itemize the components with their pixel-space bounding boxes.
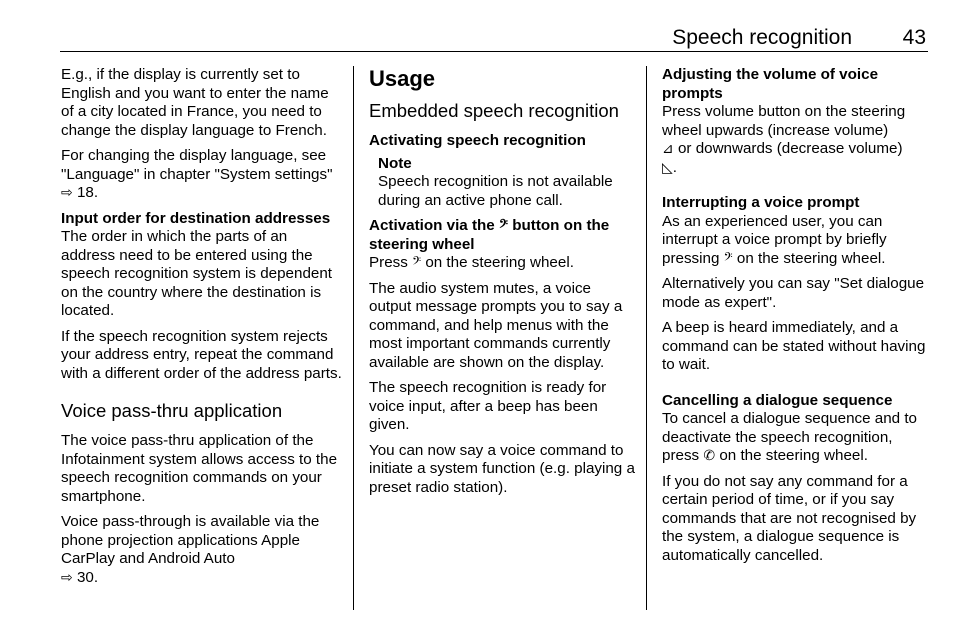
page-header xyxy=(60,24,928,52)
paragraph-text: For changing the display language, see "Language" in chapter "System settings" xyxy=(61,147,333,183)
page-title: Speech recognition xyxy=(672,26,852,49)
column-left xyxy=(61,66,345,594)
voice-button-icon: 𝄢 xyxy=(723,250,733,267)
paragraph: If you do not say any command for a certain period of time, or if you say commands that are not recognised by the system, a dialogue sequence is automatically cancelled. xyxy=(662,472,917,564)
paragraph: You can now say a voice command to initiate a system function (e.g. playing a preset radio station). xyxy=(369,441,635,496)
paragraph-text: or downwards (decrease volume) xyxy=(677,140,903,157)
section-heading-embedded: Embedded speech recognition xyxy=(369,100,619,121)
paragraph-text: on the steering wheel. xyxy=(736,249,886,267)
paragraph-text: Press xyxy=(369,254,408,271)
column-middle xyxy=(369,66,637,504)
column-divider xyxy=(353,66,354,610)
paragraph: The order in which the parts of an address need to be entered using the speech recognition system is dependent on the country where the destination is located. xyxy=(61,228,333,319)
subheading: Activating speech recognition xyxy=(369,132,586,149)
subheading: Input order for destination addresses xyxy=(61,209,331,227)
paragraph: Press volume button on the steering wheel upwards (increase volume) ⊿ or downwards (decrease volume) ◺. xyxy=(662,103,906,176)
subheading xyxy=(369,217,637,254)
page-reference[interactable]: 30. xyxy=(76,568,99,586)
paragraph: The voice pass-thru application of the Infotainment system allows access to the speech recognition commands on your smartphone. xyxy=(61,432,338,505)
subheading: Cancelling a dialogue sequence xyxy=(662,391,893,409)
paragraph xyxy=(662,410,932,466)
paragraph xyxy=(369,254,637,273)
paragraph: If the speech recognition system rejects your address entry, repeat the command with a different order of the address parts. xyxy=(61,327,342,382)
paragraph-text: Voice pass-through is available via the phone projection applications Apple CarPlay and Android Auto xyxy=(61,513,320,567)
column-divider xyxy=(646,66,647,610)
paragraph xyxy=(662,213,932,269)
volume-down-icon: ◺ xyxy=(662,159,673,176)
paragraph xyxy=(61,147,345,203)
paragraph-text: on the steering wheel. xyxy=(719,447,868,464)
paragraph: A beep is heard immediately, and a command can be stated without having to wait. xyxy=(662,319,926,373)
voice-button-icon: 𝄢 xyxy=(412,255,422,271)
paragraph: The speech recognition is ready for voice input, after a beep has been given. xyxy=(369,379,607,433)
reference-arrow-icon: ⇨ xyxy=(61,185,73,201)
paragraph-text: To cancel a dialogue sequence and to deactivate the speech recognition, press xyxy=(662,410,918,464)
note-text: Speech recognition is not available during an active phone call. xyxy=(378,173,613,209)
paragraph-text: on the steering wheel. xyxy=(425,254,574,271)
paragraph-text: Press volume button on the steering wheel upwards (increase volume) xyxy=(662,103,906,139)
phone-hangup-icon: ✆ xyxy=(703,448,716,464)
subheading: Interrupting a voice prompt xyxy=(662,194,860,211)
voice-button-icon: 𝄢 xyxy=(498,218,508,234)
note-title: Note xyxy=(378,154,412,172)
paragraph-text: As an experienced user, you can interrupt a voice prompt by briefly pressing xyxy=(662,212,887,267)
subheading-text: Activation via the xyxy=(369,217,495,234)
subheading-text: button on the steering wheel xyxy=(369,217,610,253)
paragraph: The audio system mutes, a voice output message prompts you to say a command, and help menus with the most important commands currently available are shown on the display. xyxy=(369,279,623,371)
section-heading-usage: Usage xyxy=(369,66,436,91)
paragraph: Alternatively you can say "Set dialogue mode as expert". xyxy=(662,275,925,311)
volume-up-icon: ⊿ xyxy=(662,141,674,157)
subheading: Adjusting the volume of voice prompts xyxy=(662,66,879,102)
paragraph xyxy=(61,513,345,587)
reference-arrow-icon: ⇨ xyxy=(61,569,73,586)
paragraph: E.g., if the display is currently set to English and you want to enter the name of a city located in France, you need to change the display language to French. xyxy=(61,66,329,139)
page-number: 43 xyxy=(902,26,926,49)
section-heading: Voice pass-thru application xyxy=(61,400,283,421)
column-right xyxy=(662,66,932,572)
page-reference[interactable]: 18. xyxy=(76,184,99,201)
note-box xyxy=(378,155,637,211)
